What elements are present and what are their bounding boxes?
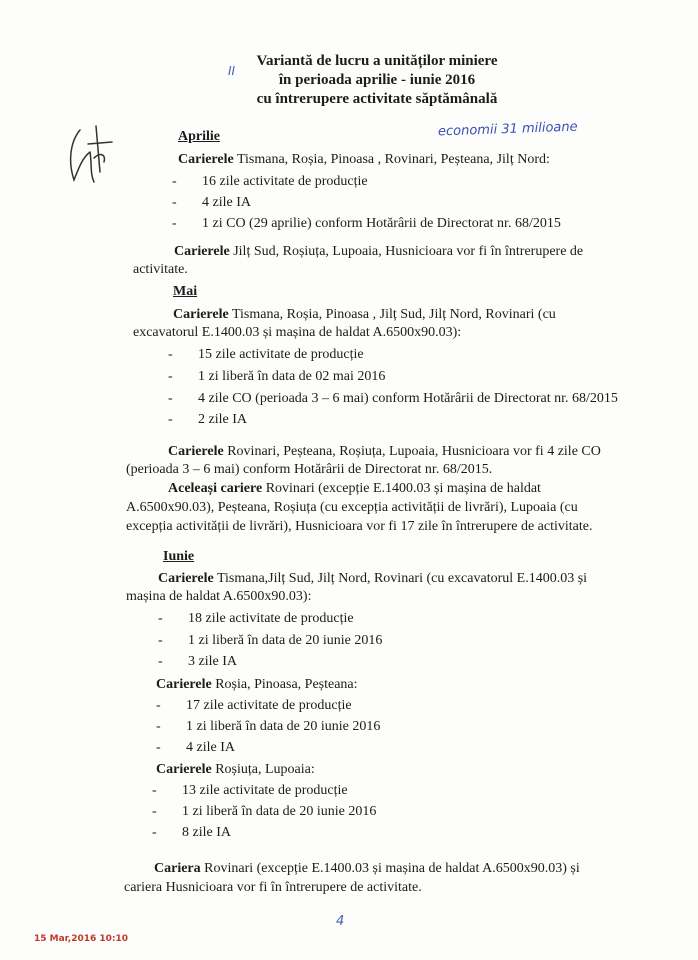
section-heading-mai: Mai [173, 284, 198, 299]
title-line-2: în perioada aprilie - iunie 2016 [278, 72, 476, 88]
list-item: - 18 zile activitate de producție [158, 611, 354, 626]
list-item: - 15 zile activitate de producție [168, 347, 364, 362]
section-heading-aprilie: Aprilie [178, 129, 220, 144]
list-item: - 1 zi CO (29 aprilie) conform Hotărârii de Directorat nr. 68/2015 [172, 216, 561, 231]
list-item: - 1 zi liberă în data de 02 mai 2016 [168, 369, 386, 384]
iunie-group1: Carierele Tismana,Jilț Sud, Jilț Nord, Rovinari (cu excavatorul E.1400.03 și [158, 571, 588, 586]
iunie-group4-cont: cariera Husnicioara vor fi în întrerupere de activitate. [124, 880, 422, 895]
iunie-group3: Carierele Roșiuța, Lupoaia: [156, 762, 315, 777]
mai-group1: Carierele Tismana, Roșia, Pinoasa , Jilț Sud, Jilț Nord, Rovinari (cu [173, 307, 556, 322]
iunie-group1-cont: mașina de haldat A.6500x90.03): [126, 589, 312, 604]
aprilie-group1 [178, 151, 550, 168]
scan-timestamp: 15 Mar,2016 10:10 [34, 934, 129, 944]
list-item: - 1 zi liberă în data de 20 iunie 2016 [158, 633, 383, 648]
list-item: - 1 zi liberă în data de 20 iunie 2016 [156, 719, 381, 734]
section-heading-iunie: Iunie [163, 549, 195, 564]
aprilie-group2: Carierele Jilț Sud, Roșiuța, Lupoaia, Husnicioara vor fi în întrerupere de [174, 244, 584, 259]
list-item: - 16 zile activitate de producție [172, 174, 368, 189]
mai-group3: Aceleași cariere Rovinari (excepție E.1400.03 și mașina de haldat [168, 481, 541, 496]
mai-group2-cont: (perioada 3 – 6 mai) conform Hotărârii de Directorat nr. 68/2015. [126, 462, 493, 477]
handwritten-note: economii 31 milioane [437, 119, 578, 140]
list-item: - 13 zile activitate de producție [152, 783, 348, 798]
signature-scribble [60, 122, 120, 192]
title-line-3: cu întrerupere activitate săptămânală [256, 91, 498, 107]
iunie-group2: Carierele Roșia, Pinoasa, Peșteana: [156, 677, 358, 692]
mai-group2: Carierele Rovinari, Peșteana, Roșiuța, Lupoaia, Husnicioara vor fi 4 zile CO [168, 444, 601, 459]
mai-group3-cont: excepția activității de livrări), Husnicioara vor fi 17 zile în întrerupere de activitate. [126, 519, 593, 534]
list-item: - 4 zile CO (perioada 3 – 6 mai) conform Hotărârii de Directorat nr. 68/2015 [168, 391, 618, 406]
group-label: Carierele [178, 152, 234, 167]
list-item: - 2 zile IA [168, 412, 247, 427]
list-item: - 4 zile IA [156, 740, 235, 755]
aprilie-group2-cont: activitate. [133, 262, 188, 277]
page-number: 4 [336, 914, 345, 929]
mai-group3-cont: A.6500x90.03), Peșteana, Roșiuța (cu excepția activității de livrări), Lupoaia (cu [126, 500, 578, 515]
list-item: - 4 zile IA [172, 195, 251, 210]
mai-group1-cont: excavatorul E.1400.03 și mașina de haldat A.6500x90.03): [133, 325, 462, 340]
list-item: - 17 zile activitate de producție [156, 698, 352, 713]
roman-mark: II [228, 64, 236, 78]
list-item: - 3 zile IA [158, 654, 237, 669]
group-text: Tismana, Roșia, Pinoasa , Rovinari, Peșteana, Jilț Nord: [233, 152, 550, 167]
title-line-1: Variantă de lucru a unităților miniere [256, 53, 498, 69]
list-item: - 8 zile IA [152, 825, 231, 840]
iunie-group4: Cariera Rovinari (excepție E.1400.03 și mașina de haldat A.6500x90.03) și [154, 861, 580, 876]
list-item: - 1 zi liberă în data de 20 iunie 2016 [152, 804, 377, 819]
